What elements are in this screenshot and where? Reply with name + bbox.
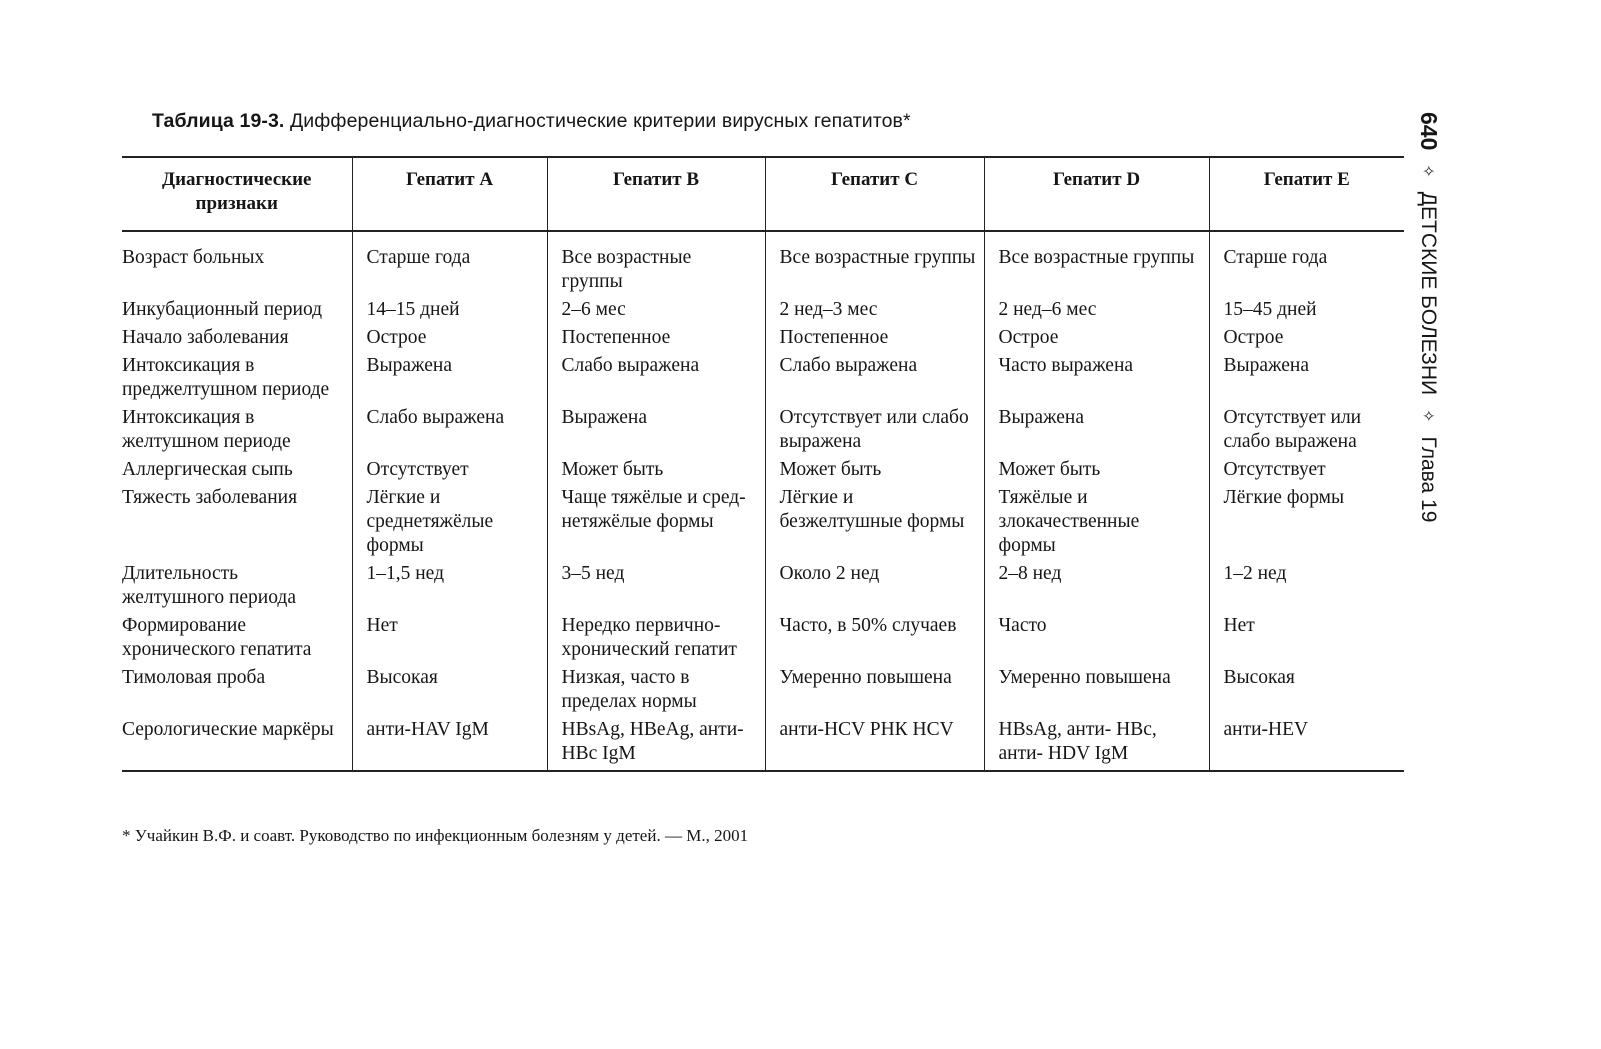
- table-row: [122, 354, 1404, 406]
- criteria-table: [122, 156, 1404, 772]
- table-cell: Часто: [984, 614, 1209, 666]
- table-row: [122, 666, 1404, 718]
- table-cell: Чаще тяжёлые и сред-нетяжёлые формы: [547, 486, 765, 562]
- table-cell: 2 нед–3 мес: [765, 298, 984, 326]
- table-row: [122, 231, 1404, 298]
- row-label: Серологические маркёры: [122, 718, 352, 771]
- footnote: * Учайкин В.Ф. и соавт. Руководство по инфекционным болезням у детей. — М., 2001: [122, 826, 749, 845]
- table-cell: Высокая: [352, 666, 547, 718]
- row-label: Возраст больных: [122, 231, 352, 298]
- table-cell: Отсутствует: [352, 458, 547, 486]
- table-row: [122, 326, 1404, 354]
- running-head: [1415, 112, 1442, 522]
- header-cell: Гепатит В: [547, 157, 765, 231]
- row-label: Тимоловая проба: [122, 666, 352, 718]
- table-cell: Слабо выражена: [765, 354, 984, 406]
- page-number: 640: [1416, 112, 1442, 151]
- table-cell: Отсутствует или слабо выражена: [765, 406, 984, 458]
- table-cell: 2 нед–6 мес: [984, 298, 1209, 326]
- table-cell: Выражена: [984, 406, 1209, 458]
- table-cell: анти-HEV: [1209, 718, 1404, 771]
- table-cell: HBsAg, HBeAg, анти-HBc IgM: [547, 718, 765, 771]
- table-cell: Слабо выражена: [547, 354, 765, 406]
- row-label: Тяжесть заболевания: [122, 486, 352, 562]
- table-row: [122, 486, 1404, 562]
- table-cell: Нередко первично-хронический гепатит: [547, 614, 765, 666]
- header-cell: Гепатит А: [352, 157, 547, 231]
- header-cell: Гепатит Е: [1209, 157, 1404, 231]
- table-cell: Может быть: [984, 458, 1209, 486]
- table-cell: Лёгкие и среднетяжёлые формы: [352, 486, 547, 562]
- table-cell: Все возрастные группы: [547, 231, 765, 298]
- row-label: Длительность желтушного периода: [122, 562, 352, 614]
- table-cell: Часто, в 50% случаев: [765, 614, 984, 666]
- table-cell: 2–8 нед: [984, 562, 1209, 614]
- header-cell: Гепатит D: [984, 157, 1209, 231]
- table-row: [122, 458, 1404, 486]
- table-cell: Острое: [984, 326, 1209, 354]
- table-cell: 2–6 мес: [547, 298, 765, 326]
- table-cell: Нет: [352, 614, 547, 666]
- table-cell: Старше года: [1209, 231, 1404, 298]
- table-row: [122, 562, 1404, 614]
- table-row: [122, 614, 1404, 666]
- table-cell: Нет: [1209, 614, 1404, 666]
- section-title: ДЕТСКИЕ БОЛЕЗНИ: [1417, 191, 1441, 396]
- table-cell: Около 2 нед: [765, 562, 984, 614]
- table-cell: 1–1,5 нед: [352, 562, 547, 614]
- table-cell: 15–45 дней: [1209, 298, 1404, 326]
- table-cell: Отсутствует: [1209, 458, 1404, 486]
- table-cell: 3–5 нед: [547, 562, 765, 614]
- table-cell: Все возрастные группы: [765, 231, 984, 298]
- table-cell: Тяжёлые и злокачественные формы: [984, 486, 1209, 562]
- table-cell: Острое: [352, 326, 547, 354]
- table-cell: Слабо выражена: [352, 406, 547, 458]
- table-cell: Постепенное: [765, 326, 984, 354]
- table-cell: 14–15 дней: [352, 298, 547, 326]
- caption-label: Таблица 19-3.: [152, 110, 285, 132]
- table-cell: Высокая: [1209, 666, 1404, 718]
- table-cell: Выражена: [352, 354, 547, 406]
- table-cell: Лёгкие и безжелтушные формы: [765, 486, 984, 562]
- table-cell: анти-HAV IgM: [352, 718, 547, 771]
- table-cell: анти-HCV РНК HCV: [765, 718, 984, 771]
- table-cell: 1–2 нед: [1209, 562, 1404, 614]
- table-row: [122, 718, 1404, 771]
- table-cell: Острое: [1209, 326, 1404, 354]
- table-row: [122, 298, 1404, 326]
- table-row: [122, 406, 1404, 458]
- table-cell: Выражена: [1209, 354, 1404, 406]
- header-row: [122, 157, 1404, 231]
- row-label: Инкубационный период: [122, 298, 352, 326]
- diamond-separator-icon: ✧: [1419, 164, 1437, 178]
- table-cell: Может быть: [765, 458, 984, 486]
- table-cell: Выражена: [547, 406, 765, 458]
- table-cell: Постепенное: [547, 326, 765, 354]
- table-cell: Может быть: [547, 458, 765, 486]
- table-cell: Часто выражена: [984, 354, 1209, 406]
- header-cell: Диагностические признаки: [122, 157, 352, 231]
- table-cell: Все возрастные группы: [984, 231, 1209, 298]
- header-cell: Гепатит С: [765, 157, 984, 231]
- caption-text: Дифференциально-диагностические критерии вирусных гепатитов*: [289, 110, 911, 132]
- row-label: Аллергическая сыпь: [122, 458, 352, 486]
- table-cell: Умеренно повышена: [765, 666, 984, 718]
- chapter-title: Глава 19: [1417, 436, 1441, 523]
- row-label: Формирование хронического гепатита: [122, 614, 352, 666]
- diamond-separator-icon: ✧: [1419, 409, 1437, 423]
- row-label: Интоксикация в желтушном периоде: [122, 406, 352, 458]
- table-cell: Низкая, часто в пределах нормы: [547, 666, 765, 718]
- table-cell: HBsAg, анти- HBc, анти- HDV IgM: [984, 718, 1209, 771]
- table-cell: Умеренно повышена: [984, 666, 1209, 718]
- row-label: Начало заболевания: [122, 326, 352, 354]
- table-caption: [152, 110, 911, 133]
- table-cell: Отсутствует или слабо выражена: [1209, 406, 1404, 458]
- table-cell: Лёгкие формы: [1209, 486, 1404, 562]
- table-cell: Старше года: [352, 231, 547, 298]
- row-label: Интоксикация в преджелтушном периоде: [122, 354, 352, 406]
